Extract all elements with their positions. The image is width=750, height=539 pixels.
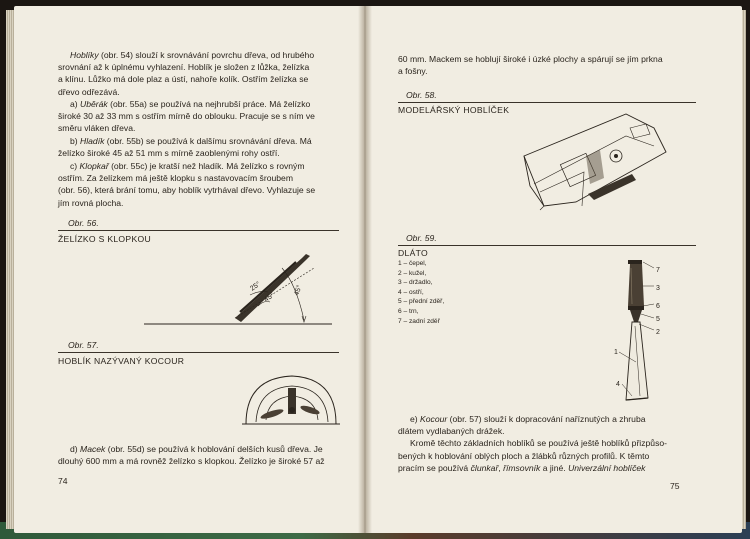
term-kocour: Kocour — [420, 414, 448, 424]
item-prefix: a) — [70, 99, 81, 109]
text-line: dlátem vydlabaných drážek. — [398, 426, 505, 437]
text-line: pracím se používá — [398, 462, 471, 473]
term-hobliky: Hoblíky — [70, 50, 99, 60]
text-line: bených k hoblování oblých ploch a žlábků různých profilů. K těmto — [398, 450, 650, 461]
fig56-title: ŽELÍZKO S KLOPKOU — [58, 234, 151, 244]
fig56-angle-45-outer: 45° — [293, 284, 304, 297]
text-line: želízko široké 45 až 51 mm s mírně zaoblenými rohy ostří. — [58, 148, 280, 159]
text-line: (obr. 55a) se používá na nejhrubší práce. Má želízko — [107, 99, 311, 109]
fig59-title: DLÁTO — [398, 248, 428, 258]
item-prefix: c) — [70, 161, 80, 171]
term-macek: Macek — [80, 444, 106, 454]
text-line: směru vláken dřeva. — [58, 123, 136, 134]
fig57-title: HOBLÍK NAZÝVANÝ KOCOUR — [58, 356, 185, 366]
text-line: a klínu. Lůžko má dole plaz a ústí, nahoře kolík. Ostřím želízka se — [58, 74, 309, 85]
callout-1: 1 — [614, 349, 618, 356]
term-uberak: Uběrák — [80, 99, 108, 109]
term-klopkar: Klopkař — [79, 161, 109, 171]
text-line: a jiné. — [540, 462, 569, 473]
text-punct: , — [498, 462, 504, 473]
fig56-angle-45-inner: 45° — [263, 291, 276, 304]
item-prefix: b) — [70, 136, 81, 146]
text-line: jím rovná plocha. — [58, 197, 124, 208]
callout-2: 2 — [656, 329, 660, 336]
legend-item: 3 – držadlo, — [398, 279, 433, 287]
callout-3: 3 — [656, 285, 660, 292]
legend-item: 2 – kužel, — [398, 269, 427, 277]
text-line: Kromě těchto základních hoblíků se používá ještě hoblíků přizpůso- — [410, 438, 668, 449]
callout-7: 7 — [656, 267, 660, 274]
text-line: (obr. 57) slouží k dopracování naříznutých a zhruba — [447, 414, 646, 424]
legend-item: 1 – čepel, — [398, 260, 427, 267]
text-line: (obr. 54) slouží k srovnávání povrchu dřeva, od hrubého — [98, 50, 315, 60]
callout-5: 5 — [656, 316, 660, 323]
fig56-caption: Obr. 56. — [68, 218, 99, 228]
fig56-angle-25: 25° — [249, 280, 262, 293]
item-d — [58, 443, 340, 467]
fig59-caption: Obr. 59. — [406, 233, 437, 243]
term-hladik: Hladík — [80, 136, 105, 146]
text-line: (obr. 56), která brání tomu, aby hoblík vytrhával dřevo. Vyhlazuje se — [58, 185, 316, 196]
open-book — [6, 6, 744, 533]
text-line: srovnání až k úplnému vyhlazení. Hoblík je složen z lůžka, želízka — [58, 62, 310, 73]
text-line: (obr. 55d) se používá k hoblování delších kusů dřeva. Je — [105, 444, 323, 454]
text-line: dlouhý 600 mm a má rovněž želízko s klopkou. Želízko je široké 57 až — [58, 456, 325, 467]
page-number-left: 74 — [58, 476, 68, 486]
callout-4: 4 — [616, 381, 620, 388]
item-e — [398, 413, 698, 474]
item-prefix: d) — [70, 444, 81, 454]
item-prefix: e) — [410, 414, 421, 424]
fig58-caption: Obr. 58. — [406, 90, 437, 100]
text-line: 60 mm. Mackem se hoblují široké i úzké plochy a spárují se jím prkna — [398, 54, 663, 64]
legend-item: 6 – trn, — [398, 307, 419, 315]
legend-item: 5 – přední zděř, — [398, 298, 445, 306]
callout-6: 6 — [656, 303, 660, 310]
term-clunkar: člunkař — [470, 462, 499, 473]
text-line: a fošny. — [398, 66, 428, 77]
fig58-title: MODELÁŘSKÝ HOBLÍČEK — [398, 105, 510, 115]
term-rimsovnik: římsovník — [503, 462, 541, 473]
book-gutter — [358, 6, 372, 533]
right-page — [364, 6, 742, 533]
fig57-caption: Obr. 57. — [68, 340, 99, 350]
term-univerzalni-hoblicek: Univerzální hoblíček — [568, 462, 646, 473]
text-line: dřevo odřezává. — [58, 86, 120, 97]
text-line: široké 30 až 33 mm s ostřím mírně do oblouku. Pracuje se s ním ve — [58, 111, 315, 122]
left-page — [14, 6, 364, 533]
legend-item: 7 – zadní zděř — [398, 317, 440, 325]
page-number-right: 75 — [670, 481, 680, 491]
text-line: ostřím. Za želízkem má ještě klopku s nastavovacím šroubem — [58, 173, 293, 184]
text-line: (obr. 55c) je kratší než hladík. Má želízko s rovným — [108, 161, 305, 171]
legend-item: 4 – ostří, — [398, 288, 424, 296]
text-line: (obr. 55b) se používá k dalšímu srovnávání dřeva. Má — [104, 136, 312, 146]
